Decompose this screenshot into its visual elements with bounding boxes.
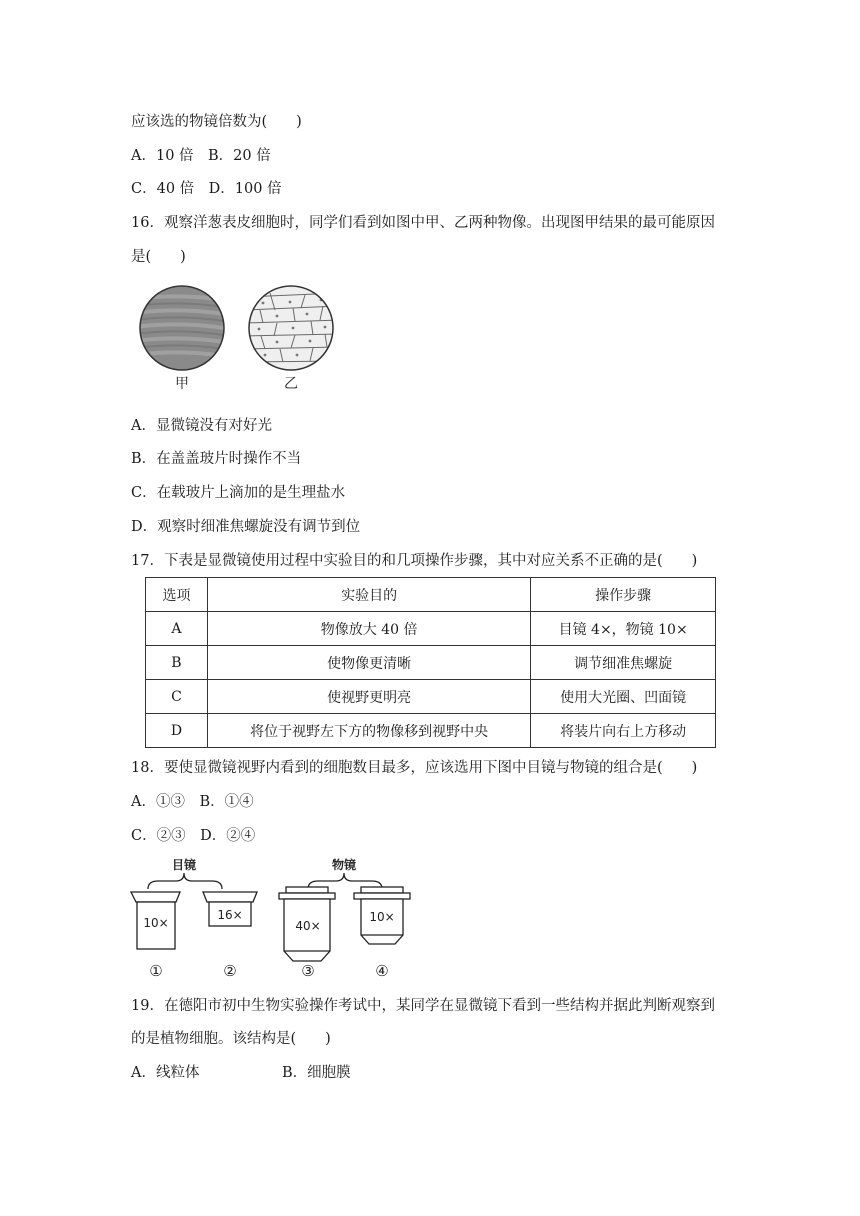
q19-option-a: A．线粒体 bbox=[131, 1065, 200, 1081]
figure-label-jia: 甲 bbox=[175, 376, 189, 392]
blurry-view-circle bbox=[135, 286, 230, 370]
q16-option-b: B．在盖盖玻片时操作不当 bbox=[131, 451, 302, 467]
table-header-cell: 实验目的 bbox=[207, 578, 530, 612]
q19-stem-line1: 19．在德阳市初中生物实验操作考试中，某同学在显微镜下看到一些结构并据此判断观察到 bbox=[131, 998, 715, 1014]
table-cell: 将装片向右上方移动 bbox=[531, 714, 716, 748]
table-cell: 物像放大 40 倍 bbox=[207, 612, 530, 646]
onion-cell-figure bbox=[135, 283, 345, 395]
q17-stem: 17．下表是显微镜使用过程中实验目的和几项操作步骤，其中对应关系不正确的是( ) bbox=[131, 553, 698, 569]
lens-number-1: ① bbox=[149, 962, 163, 980]
objective-label: 物镜 bbox=[331, 858, 357, 872]
q16-option-a: A．显微镜没有对好光 bbox=[131, 418, 272, 434]
table-row bbox=[146, 680, 716, 714]
eyepiece-label: 目镜 bbox=[171, 858, 197, 872]
lens-number-3: ③ bbox=[301, 962, 315, 980]
eyepiece-brace bbox=[148, 873, 222, 889]
q17-table bbox=[145, 577, 716, 748]
table-cell: 目镜 4×，物镜 10× bbox=[531, 612, 716, 646]
table-cell: 使用大光圈、凹面镜 bbox=[531, 680, 716, 714]
q15-options-cd: C．40 倍 D．100 倍 bbox=[131, 181, 282, 197]
q18-stem: 18．要使显微镜视野内看到的细胞数目最多，应该选用下图中目镜与物镜的组合是( ) bbox=[131, 760, 698, 776]
eyepiece-2-magnification: 16× bbox=[217, 908, 243, 922]
q18-options-cd: C．②③ D．②④ bbox=[131, 828, 256, 844]
table-cell: B bbox=[146, 646, 208, 680]
eyepiece-1-magnification: 10× bbox=[143, 916, 169, 930]
q16-stem-line2: 是( ) bbox=[131, 249, 186, 265]
q19-option-b: B．细胞膜 bbox=[282, 1065, 351, 1081]
table-cell: D bbox=[146, 714, 208, 748]
lens-number-4: ④ bbox=[375, 962, 389, 980]
table-row bbox=[146, 646, 716, 680]
q15-stem-end: 应该选的物镜倍数为( ) bbox=[131, 114, 302, 130]
objective-3-magnification: 40× bbox=[295, 919, 321, 933]
table-cell: 使物像更清晰 bbox=[207, 646, 530, 680]
q19-stem-line2: 的是植物细胞。该结构是( ) bbox=[131, 1031, 331, 1047]
table-header-row bbox=[146, 578, 716, 612]
objective-4-magnification: 10× bbox=[369, 910, 395, 924]
table-cell: 将位于视野左下方的物像移到视野中央 bbox=[207, 714, 530, 748]
q18-options-ab: A．①③ B．①④ bbox=[131, 794, 254, 810]
q16-option-d: D．观察时细准焦螺旋没有调节到位 bbox=[131, 519, 361, 535]
lens-figure bbox=[128, 855, 420, 980]
table-cell: 调节细准焦螺旋 bbox=[531, 646, 716, 680]
figure-label-yi: 乙 bbox=[284, 376, 298, 392]
table-row bbox=[146, 714, 716, 748]
clear-view-circle bbox=[245, 286, 340, 370]
table-cell: 使视野更明亮 bbox=[207, 680, 530, 714]
table-row bbox=[146, 612, 716, 646]
table-cell: C bbox=[146, 680, 208, 714]
lens-number-2: ② bbox=[223, 962, 237, 980]
table-cell: A bbox=[146, 612, 208, 646]
q16-option-c: C．在载玻片上滴加的是生理盐水 bbox=[131, 485, 346, 501]
table-header-cell: 选项 bbox=[146, 578, 208, 612]
q16-stem-line1: 16．观察洋葱表皮细胞时，同学们看到如图中甲、乙两种物像。出现图甲结果的最可能原因 bbox=[131, 215, 715, 231]
q15-options-ab: A．10 倍 B．20 倍 bbox=[131, 148, 271, 164]
table-header-cell: 操作步骤 bbox=[531, 578, 716, 612]
